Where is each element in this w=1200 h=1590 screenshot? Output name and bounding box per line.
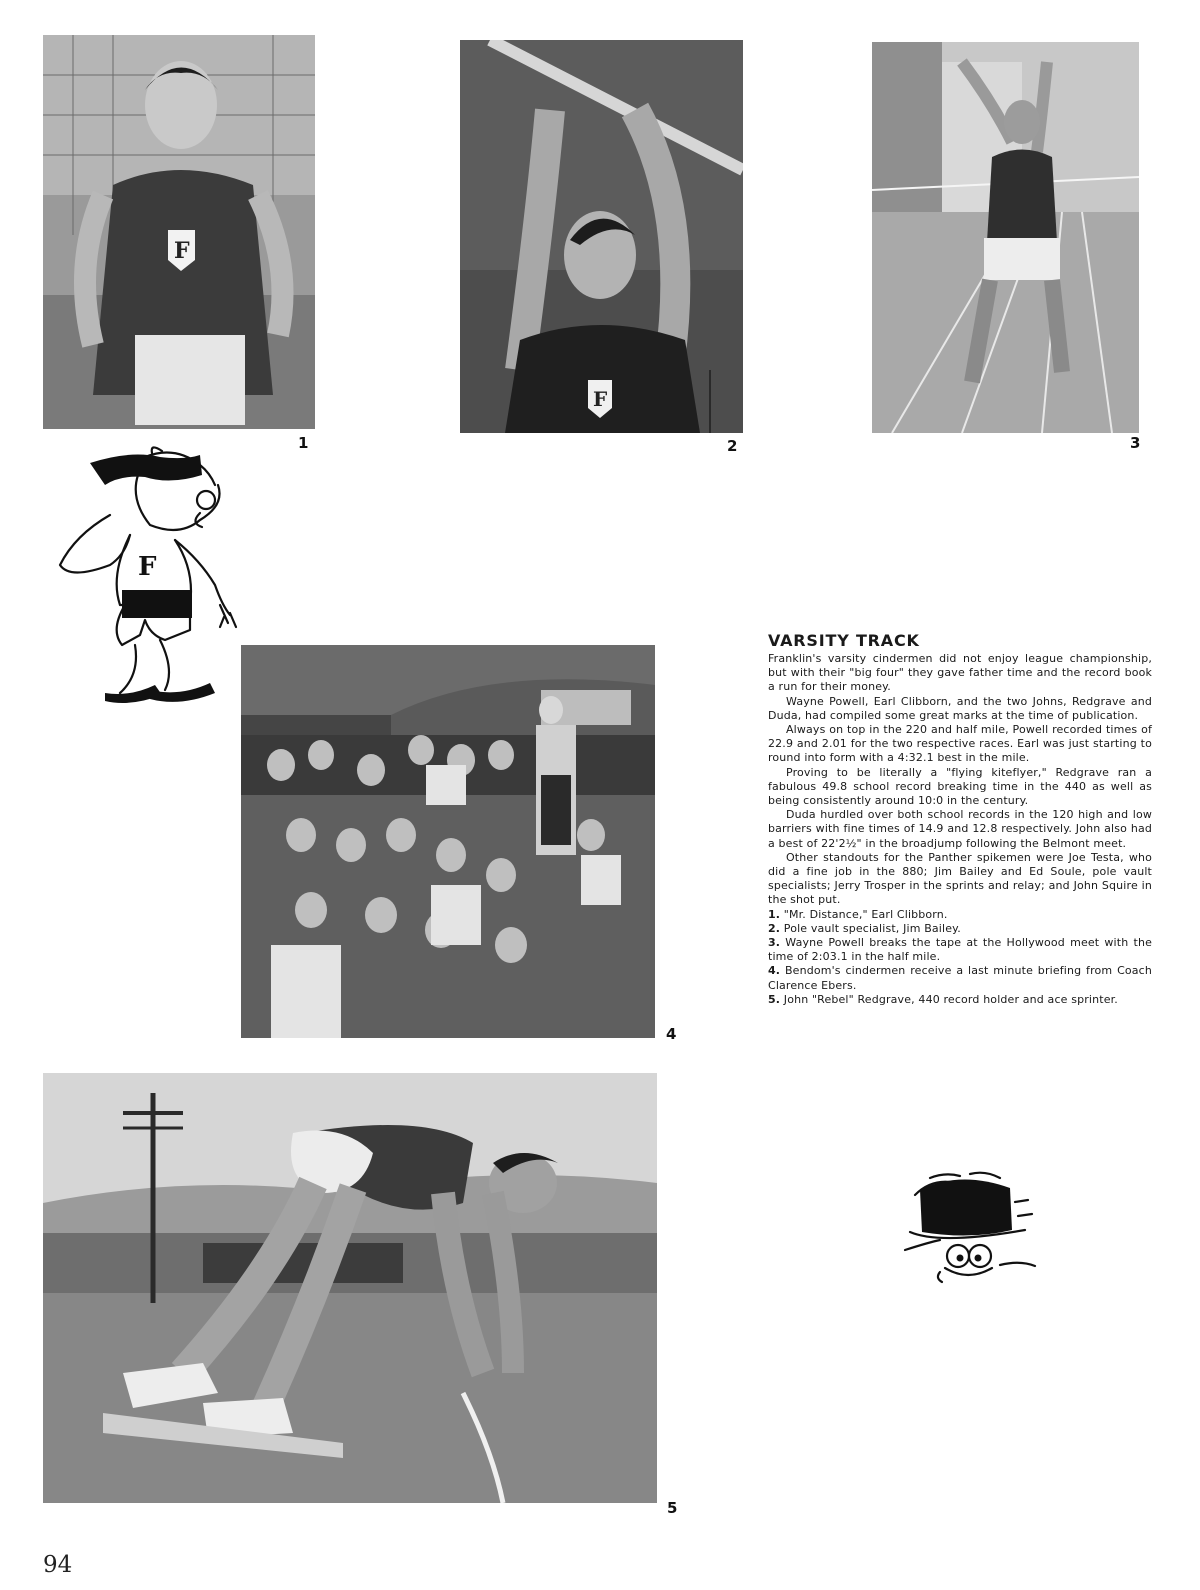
article-paragraph: Duda hurdled over both school records in the 120 high and low barriers with fine times of 14.9 and 12.8 respectively. John also had a best of 22'2½" in the broadjump following the Belmont meet. [768,808,1152,850]
photo-1 [43,35,315,429]
photo-3 [872,42,1139,433]
team-briefing-illustration [241,645,655,1038]
photo-captions [768,908,1152,1007]
article-paragraph: Franklin's varsity cindermen did not enjoy league championship, but with their "big four" they gave father time and the record book a run for their money. [768,652,1152,694]
caption-number: 4. [768,964,781,978]
photo-number-5: 5 [667,1499,678,1517]
caption-text: John "Rebel" Redgrave, 440 record holder and ace sprinter. [783,992,1118,1006]
caption-4 [768,964,1152,992]
photo-2 [460,40,743,433]
photo-5 [43,1073,657,1503]
caption-text: Wayne Powell breaks the tape at the Hollywood meet with the time of 2:03.1 in the half mile. [768,936,1152,964]
photo-number-4: 4 [666,1025,677,1043]
photo-number-1: 1 [298,434,309,452]
svg-text:F: F [138,552,157,582]
article-paragraph: Always on top in the 220 and half mile, Powell recorded times of 22.9 and 2.01 for the two respective races. Earl was just starting to round into form with a 4:32.1 best in the mile. [768,723,1152,765]
photo-number-3: 3 [1130,434,1141,452]
svg-text:F: F [593,387,608,411]
pole-vaulter-illustration [460,40,743,433]
cartoon-runner-icon [50,445,250,705]
caption-number: 5. [768,992,781,1006]
caption-number: 2. [768,921,781,935]
article-paragraph: Wayne Powell, Earl Clibborn, and the two Johns, Redgrave and Duda, had compiled some great marks at the time of publication. [768,694,1152,722]
runner-breaking-tape-illustration [872,42,1139,433]
photo-number-2: 2 [727,437,738,455]
page-number: 94 [43,1552,73,1578]
caption-text: "Mr. Distance," Earl Clibborn. [783,907,948,921]
photo-4 [241,645,655,1038]
cartoon-peeking-face [900,1170,1045,1290]
caption-number: 1. [768,907,781,921]
caption-text: Bendom's cindermen receive a last minute briefing from Coach Clarence Ebers. [768,964,1152,992]
runner-portrait-illustration [43,35,315,429]
caption-2 [768,922,1152,936]
caption-number: 3. [768,936,781,950]
cartoon-peeking-face-icon [900,1170,1045,1290]
caption-5 [768,993,1152,1007]
svg-text:F: F [174,238,190,264]
sprinter-in-blocks-illustration [43,1073,657,1503]
article-paragraph: Other standouts for the Panther spikemen were Joe Testa, who did a fine job in the 880; Jim Bailey and Ed Soule, pole vault specialists; Jerry Trosper in the sprints and relay; and John Squire in the shot put. [768,850,1152,907]
article [768,632,1152,1007]
caption-3 [768,936,1152,964]
caption-text: Pole vault specialist, Jim Bailey. [783,921,961,935]
article-paragraph: Proving to be literally a "flying kiteflyer," Redgrave ran a fabulous 49.8 school record breaking time in the 440 as well as being consistently around 10:0 in the century. [768,765,1152,808]
article-title: VARSITY TRACK [768,631,920,650]
caption-1 [768,908,1152,922]
cartoon-runner [50,445,250,705]
